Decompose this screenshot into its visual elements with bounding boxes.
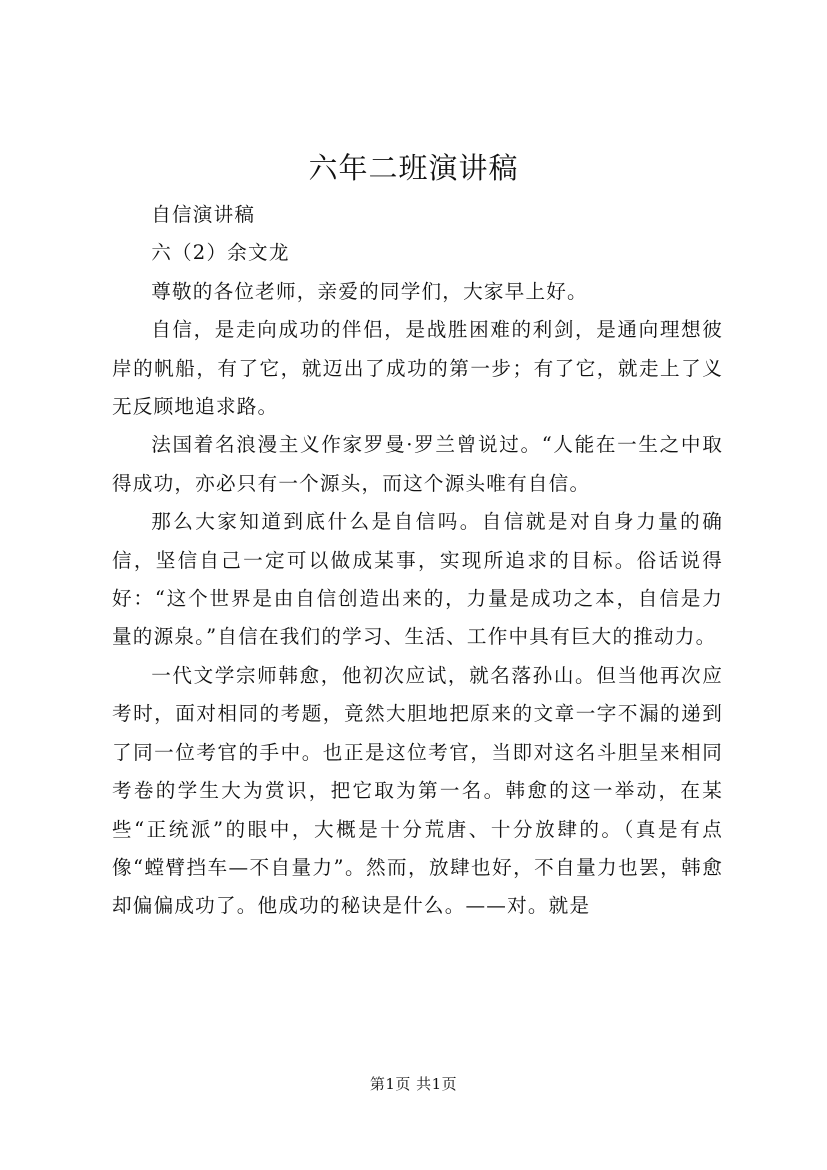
page-number-footer: 第1页 共1页 — [369, 1075, 458, 1093]
paragraph-confidence-intro: 自信，是走向成功的伴侣，是战胜困难的利剑，是通向理想彼岸的帆船，有了它，就迈出了成功的第一步；有了它，就走上了义无反顾地追求路。 — [112, 318, 723, 419]
paragraph-subtitle: 自信演讲稿 — [151, 203, 256, 226]
paragraph-han-yu-story: 一代文学宗师韩愈，他初次应试，就名落孙山。但当他再次应考时，面对相同的考题，竟然大胆地把原来的文章一字不漏的递到了同一位考官的手中。也正是这位考官，当即对这名斗胆呈来相同考卷的学生大为赏识，把它取为第一名。韩愈的这一举动，在某些“正统派”的眼中，大概是十分荒唐、十分放肆的。（真是有点像“螳臂挡车—不自量力”。然而，放肆也好，不自量力也罢，韩愈却偏偏成功了。他成功的秘诀是什么。——对。就是 — [112, 663, 723, 918]
document-title: 六年二班演讲稿 — [308, 151, 519, 185]
paragraph-author: 六（2）余文龙 — [151, 241, 290, 265]
paragraph-greeting: 尊敬的各位老师，亲爱的同学们，大家早上好。 — [151, 279, 588, 303]
paragraph-romain-rolland-quote: 法国着名浪漫主义作家罗曼·罗兰曾说过。“人能在一生之中取得成功，亦必只有一个源头，而这个源头唯有自信。 — [112, 433, 723, 495]
document-body — [112, 196, 723, 926]
paragraph-confidence-definition: 那么大家知道到底什么是自信吗。自信就是对自身力量的确信，坚信自己一定可以做成某事，实现所追求的目标。俗话说得好：“这个世界是由自信创造出来的，力量是成功之本，自信是力量的源泉。”自信在我们的学习、生活、工作中具有巨大的推动力。 — [112, 510, 723, 649]
